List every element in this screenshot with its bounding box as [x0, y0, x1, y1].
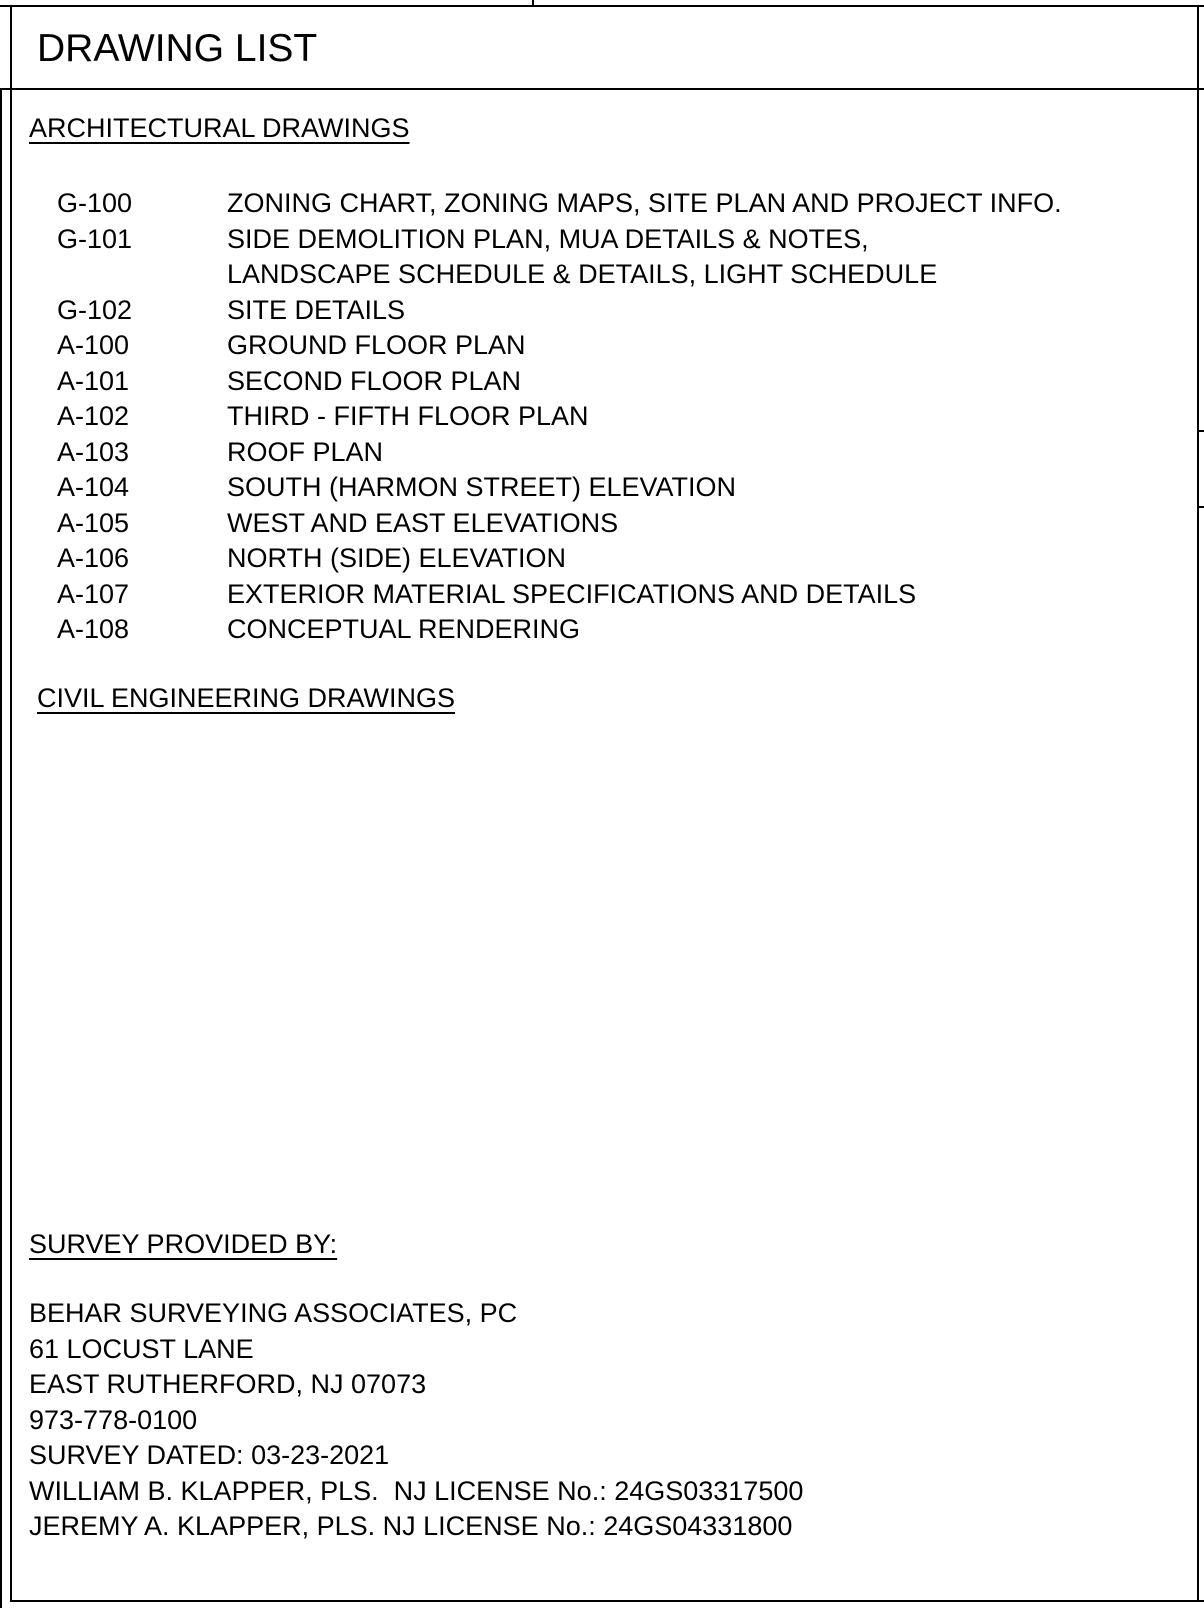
drawing-title-line: EXTERIOR MATERIAL SPECIFICATIONS AND DETAILS — [227, 578, 917, 609]
survey-line: 61 LOCUST LANE — [29, 1333, 254, 1364]
frame-left-inner-border — [10, 6, 12, 1602]
frame-top-tick — [532, 0, 534, 6]
survey-line: JEREMY A. KLAPPER, PLS. NJ LICENSE No.: 24GS04331800 — [29, 1511, 793, 1541]
survey-heading: SURVEY PROVIDED BY: — [29, 1229, 338, 1259]
drawing-row — [57, 577, 1187, 613]
drawing-number: A-100 — [57, 330, 130, 360]
drawing-title-line: SIDE DEMOLITION PLAN, MUA DETAILS & NOTES, — [227, 223, 869, 254]
drawing-row — [57, 470, 1187, 506]
drawing-title-line: NORTH (SIDE) ELEVATION — [227, 543, 567, 573]
survey-line: SURVEY DATED: 03-23-2021 — [29, 1440, 390, 1470]
drawing-row — [57, 222, 1187, 293]
drawing-title — [227, 399, 1187, 435]
drawing-row — [57, 435, 1187, 471]
survey-line: EAST RUTHERFORD, NJ 07073 — [29, 1369, 427, 1399]
civil-engineering-drawings-heading: CIVIL ENGINEERING DRAWINGS — [37, 683, 456, 713]
frame-right-border — [1197, 6, 1199, 1602]
drawing-title-line: SITE DETAILS — [227, 294, 406, 325]
drawing-title — [227, 470, 1187, 506]
drawing-number: A-106 — [57, 543, 130, 573]
drawing-title — [227, 222, 1187, 293]
drawing-number: A-107 — [57, 578, 130, 609]
drawing-number: A-103 — [57, 436, 130, 467]
drawing-title — [227, 328, 1187, 364]
drawing-title-line: ROOF PLAN — [227, 436, 384, 467]
drawing-row — [57, 541, 1187, 577]
drawing-row — [57, 612, 1187, 648]
title-divider — [0, 88, 1204, 90]
drawing-title-line: CONCEPTUAL RENDERING — [227, 614, 581, 644]
drawing-title — [227, 435, 1187, 471]
drawing-row — [57, 364, 1187, 400]
drawing-row — [57, 293, 1187, 329]
drawing-row — [57, 328, 1187, 364]
frame-right-stub-lower — [1197, 506, 1204, 508]
frame-right-stub-upper — [1197, 430, 1204, 432]
survey-line: BEHAR SURVEYING ASSOCIATES, PC — [29, 1298, 518, 1328]
architectural-drawing-list — [57, 186, 1187, 648]
drawing-title — [227, 186, 1187, 222]
drawing-title — [227, 506, 1187, 542]
drawing-title — [227, 612, 1187, 648]
drawing-number: A-104 — [57, 472, 130, 502]
drawing-title-line: THIRD - FIFTH FLOOR PLAN — [227, 401, 589, 431]
drawing-title-line: WEST AND EAST ELEVATIONS — [227, 507, 619, 538]
page-title: DRAWING LIST — [37, 27, 318, 70]
survey-info — [29, 1296, 803, 1545]
drawing-number: A-102 — [57, 401, 130, 431]
survey-line: WILLIAM B. KLAPPER, PLS. NJ LICENSE No.: 24GS03317500 — [29, 1475, 804, 1506]
frame-bottom-border — [10, 1600, 1204, 1602]
drawing-row — [57, 186, 1187, 222]
architectural-drawings-heading: ARCHITECTURAL DRAWINGS — [29, 113, 410, 143]
drawing-title — [227, 364, 1187, 400]
drawing-number: A-101 — [57, 365, 130, 396]
drawing-title — [227, 293, 1187, 329]
drawing-title — [227, 577, 1187, 613]
drawing-number: G-100 — [57, 188, 133, 218]
drawing-title-line: SOUTH (HARMON STREET) ELEVATION — [227, 472, 737, 502]
frame-top-border — [0, 5, 1204, 7]
drawing-title-line: LANDSCAPE SCHEDULE & DETAILS, LIGHT SCHEDULE — [227, 259, 938, 289]
drawing-number: G-102 — [57, 294, 133, 325]
survey-line: 973-778-0100 — [29, 1404, 198, 1435]
drawing-title-line: GROUND FLOOR PLAN — [227, 330, 526, 360]
drawing-number: A-108 — [57, 614, 130, 644]
drawing-row — [57, 399, 1187, 435]
frame-left-outer-border — [0, 88, 2, 1608]
drawing-number: A-105 — [57, 507, 130, 538]
drawing-title-line: SECOND FLOOR PLAN — [227, 365, 522, 396]
drawing-title — [227, 541, 1187, 577]
drawing-number: G-101 — [57, 223, 133, 254]
drawing-row — [57, 506, 1187, 542]
drawing-title-line: ZONING CHART, ZONING MAPS, SITE PLAN AND PROJECT INFO. — [227, 188, 1062, 218]
